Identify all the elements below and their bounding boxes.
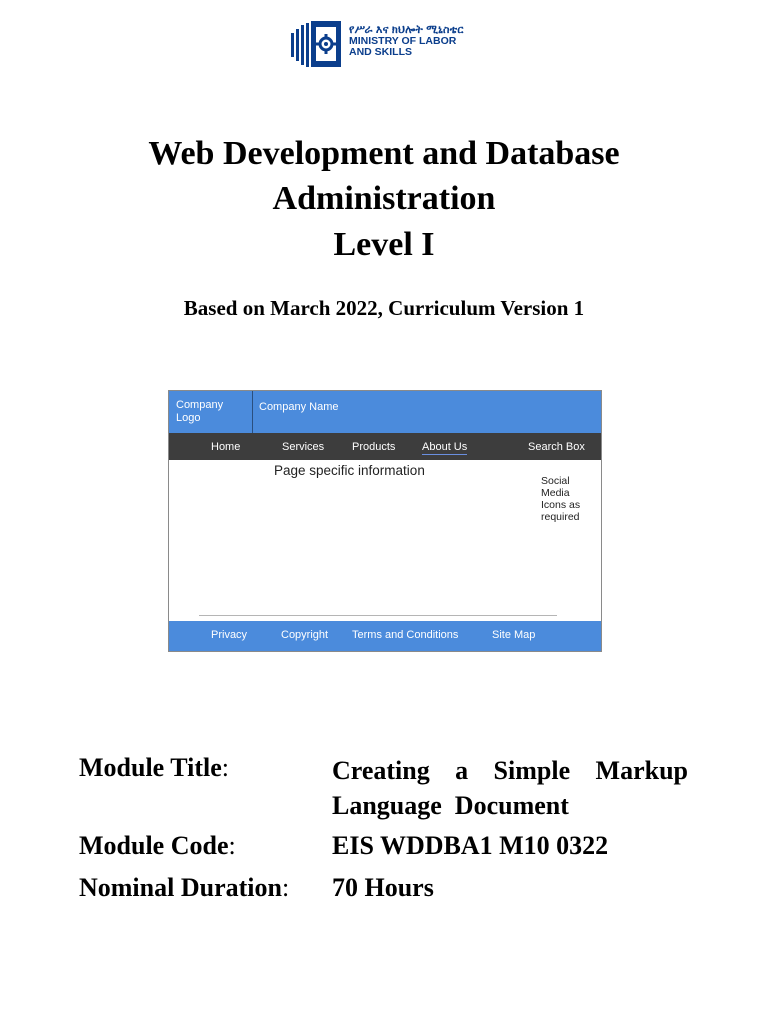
document-title-level: Level I: [333, 226, 435, 263]
mockup-company-logo: [169, 391, 253, 433]
mockup-nav-products: Products: [352, 441, 396, 453]
mockup-footer: [169, 621, 601, 651]
mockup-content-area: [169, 460, 601, 620]
module-title-line1: Creating a Simple Markup: [332, 756, 688, 785]
mockup-nav-search-box: Search Box: [528, 441, 585, 453]
curriculum-subtitle: Based on March 2022, Curriculum Version 1: [183, 296, 585, 320]
ministry-emblem-icon: [289, 21, 345, 67]
mockup-nav-services: Services: [282, 441, 325, 453]
ministry-name-line1: MINISTRY OF LABOR: [349, 35, 457, 47]
mockup-nav-home: Home: [211, 441, 241, 453]
module-title-label: Module Title:: [79, 753, 230, 782]
nominal-duration-label: Nominal Duration:: [79, 873, 290, 902]
document-title-line1: Web Development and Database: [148, 135, 620, 172]
mockup-company-name: Company Name: [259, 401, 339, 413]
module-code-label: Module Code:: [79, 831, 236, 860]
mockup-footer-privacy: Privacy: [211, 629, 248, 641]
ministry-name-amharic: የሥራ እና ክህሎት ሚኒስቴር: [349, 24, 464, 36]
module-title-line2: Language Document: [332, 791, 569, 820]
mockup-content-divider: [199, 615, 557, 616]
nominal-duration-value: 70 Hours: [332, 873, 434, 902]
ministry-name-line2: AND SKILLS: [349, 46, 412, 58]
ministry-name: [349, 24, 464, 58]
mockup-footer-terms: Terms and Conditions: [352, 629, 459, 641]
module-title-value: [332, 753, 688, 823]
mockup-footer-site-map: Site Map: [492, 629, 536, 641]
document-title-line2: Administration: [272, 180, 496, 217]
mockup-page-info: Page specific information: [274, 463, 425, 478]
mockup-social-line4: required: [541, 511, 580, 523]
mockup-nav-about-us: About Us: [422, 441, 468, 453]
mockup-logo-line2: Logo: [176, 412, 201, 424]
mockup-social-line2: Media: [541, 487, 570, 499]
ministry-logo: [289, 20, 489, 68]
mockup-footer-copyright: Copyright: [281, 629, 329, 641]
mockup-logo-line1: Company: [176, 399, 224, 411]
mockup-nav-bar: [169, 433, 601, 460]
mockup-social-line1: Social: [541, 475, 570, 487]
mockup-social-icons-note: [541, 475, 580, 523]
module-code-value: EIS WDDBA1 M10 0322: [332, 831, 609, 860]
website-layout-mockup: [168, 390, 602, 652]
mockup-header: [169, 391, 601, 433]
mockup-social-line3: Icons as: [541, 499, 581, 511]
